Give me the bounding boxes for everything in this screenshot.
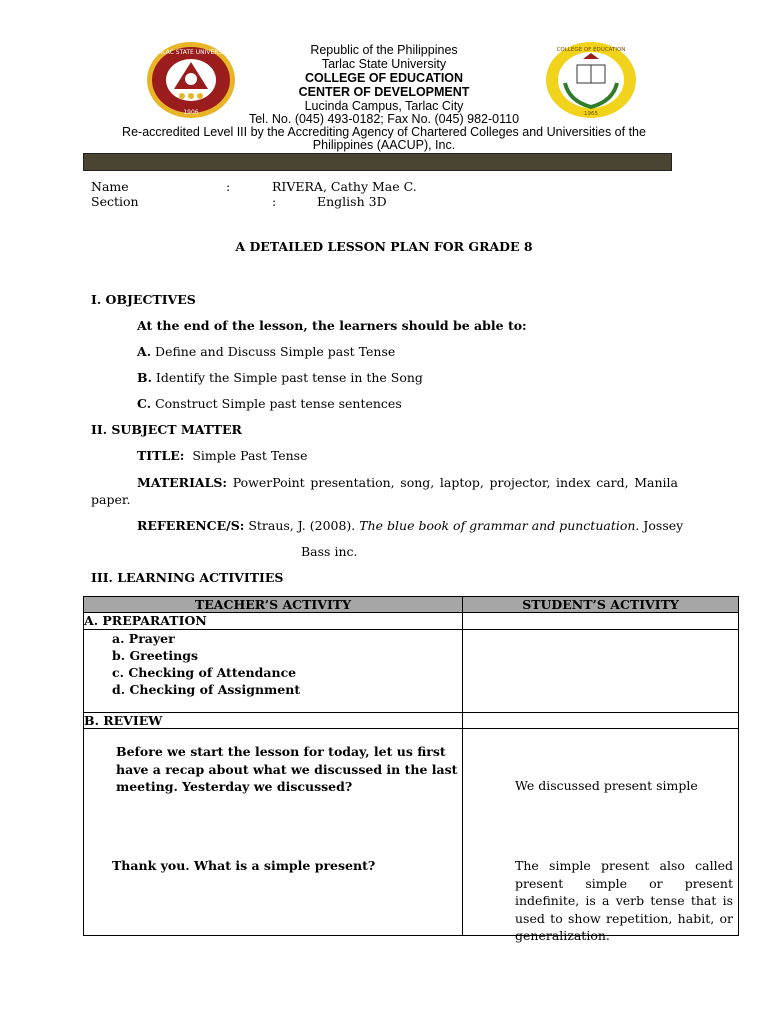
- review-teacher-prompt-1: Before we start the lesson for today, let us first have a recap about what we discussed in the last meeting. Yesterday we discussed?: [116, 744, 458, 794]
- name-colon: :: [226, 179, 231, 194]
- header-republic: Republic of the Philippines: [310, 43, 458, 57]
- objectives-heading: I. OBJECTIVES: [91, 292, 196, 307]
- objective-c: C. Construct Simple past tense sentences: [137, 396, 402, 411]
- preparation-item: c. Checking of Attendance: [112, 665, 297, 680]
- header-divider-bar: [83, 153, 672, 171]
- teacher-activity-header: TEACHER’S ACTIVITY: [84, 597, 463, 613]
- activities-table: [83, 596, 739, 943]
- seal-ring-text: TARLAC STATE UNIVERSITY: [150, 49, 232, 56]
- seal-year: 1965: [584, 111, 598, 117]
- header-center: CENTER OF DEVELOPMENT: [298, 85, 470, 99]
- header-college: COLLEGE OF EDUCATION: [304, 71, 464, 85]
- preparation-item: a. Prayer: [112, 631, 175, 646]
- subject-reference: REFERENCE/S: Straus, J. (2008). The blue book of grammar and punctuation. Jossey: [137, 518, 684, 533]
- section-label: Section: [91, 194, 139, 209]
- header-university: Tarlac State University: [321, 57, 447, 71]
- student-activity-header: STUDENT’S ACTIVITY: [463, 597, 739, 613]
- header-contact: Tel. No. (045) 493-0182; Fax No. (045) 982-0110: [248, 112, 520, 126]
- name-label: Name: [91, 179, 129, 194]
- objective-a: A. Define and Discuss Simple past Tense: [137, 344, 396, 359]
- header-campus: Lucinda Campus, Tarlac City: [304, 99, 464, 113]
- preparation-label: A. PREPARATION: [84, 613, 463, 630]
- seal-ring-text: COLLEGE OF EDUCATION: [556, 47, 626, 53]
- preparation-item: b. Greetings: [112, 648, 198, 663]
- subject-matter-heading: II. SUBJECT MATTER: [91, 422, 242, 437]
- learning-activities-heading: III. LEARNING ACTIVITIES: [91, 570, 284, 585]
- preparation-cell: [84, 630, 463, 713]
- subject-title: TITLE: Simple Past Tense: [137, 448, 308, 463]
- review-label: B. REVIEW: [84, 713, 463, 729]
- objective-b: B. Identify the Simple past tense in the Song: [137, 370, 423, 385]
- review-teacher-prompt-2: Thank you. What is a simple present?: [112, 858, 376, 873]
- preparation-item: d. Checking of Assignment: [112, 682, 301, 697]
- objectives-intro: At the end of the lesson, the learners should be able to:: [137, 318, 527, 333]
- review-student-cell: [463, 729, 739, 943]
- subject-materials: MATERIALS: PowerPoint presentation, song, laptop, projector, index card, Manila paper.: [91, 475, 678, 507]
- subject-reference-publisher: Bass inc.: [301, 544, 358, 559]
- review-student-answer-1: We discussed present simple: [515, 778, 698, 793]
- header-accreditation: Re-accredited Level III by the Accrediting Agency of Chartered Colleges and Universities of the: [122, 125, 646, 139]
- review-teacher-cell: [84, 729, 463, 936]
- review-student-answer-2: The simple present also called present simple or present indefinite, is a verb tense that is used to show repetition, habit, or generalization.: [515, 858, 733, 943]
- section-value: English 3D: [317, 194, 387, 209]
- seal-year: 1906: [183, 109, 199, 116]
- name-value: RIVERA, Cathy Mae C.: [272, 179, 417, 194]
- section-colon: :: [272, 194, 277, 209]
- header-accreditation-2: Philippines (AACUP), Inc.: [312, 138, 456, 152]
- lesson-plan-title: A DETAILED LESSON PLAN FOR GRADE 8: [235, 239, 533, 254]
